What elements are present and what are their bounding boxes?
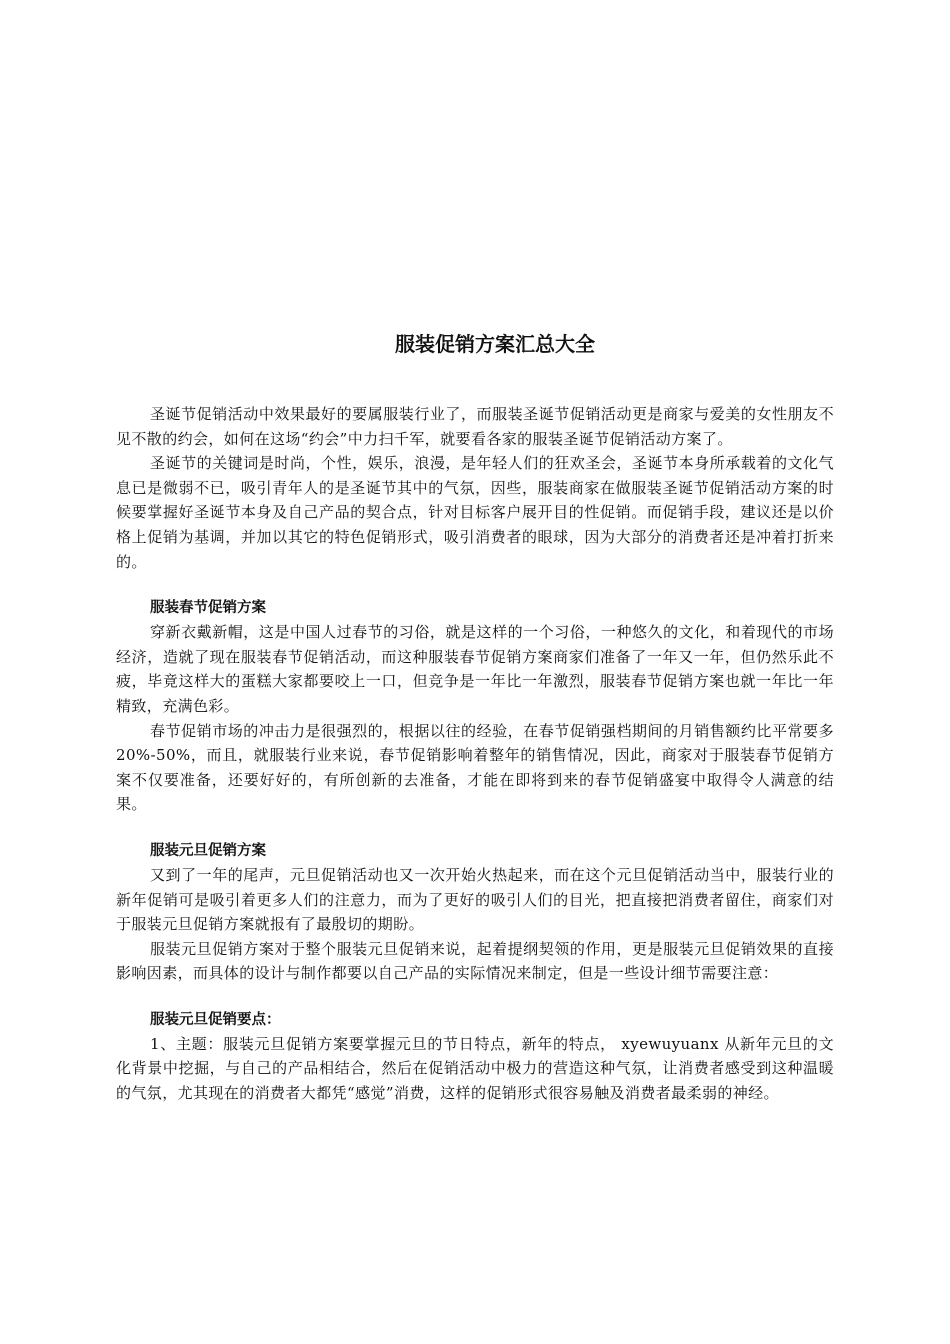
section-paragraph: 1、主题：服装元旦促销方案要掌握元旦的节日特点，新年的特点， xyewuyuanx 从新年元旦的文化背景中挖掘，与自己的产品相结合，然后在促销活动中极力的营造这种气氛，让消费者感受到这种温暖的气氛，尤其现在的消费者大都凭“感觉”消费，这样的促销形式很容易触及消费者最柔弱的神经。: [116, 1034, 834, 1103]
intro-block: [116, 402, 834, 574]
document-title: 服装促销方案汇总大全: [395, 332, 595, 356]
section-new-year: [116, 839, 834, 986]
document-page: [116, 328, 834, 1106]
section-paragraph: 服装元旦促销方案对于整个服装元旦促销来说，起着提纲契领的作用，更是服装元旦促销效果的直接影响因素，而具体的设计与制作都要以自己产品的实际情况来制定，但是一些设计细节需要注意：: [116, 939, 834, 983]
section-paragraph: 穿新衣戴新帽，这是中国人过春节的习俗，就是这样的一个习俗，一种悠久的文化，和着现代的市场经济，造就了现在服装春节促销活动，而这种服装春节促销方案商家们准备了一年又一年，但仍然乐此不疲，毕竟这样大的蛋糕大家都要咬上一口，但竞争是一年比一年激烈，服装春节促销方案也就一年比一年精致，充满色彩。: [116, 623, 834, 715]
section-paragraph: 春节促销市场的冲击力是很强烈的，根据以往的经验，在春节促销强档期间的月销售额约比平常要多20%-50%，而且，就服装行业来说，春节促销影响着整年的销售情况，因此，商家对于服装春节促销方案不仅要准备，还要好好的，有所创新的去准备，才能在即将到来的春节促销盛宴中取得令人满意的结果。: [116, 721, 834, 814]
intro-paragraph: 圣诞节的关键词是时尚，个性，娱乐，浪漫，是年轻人们的狂欢圣会，圣诞节本身所承载着的文化气息已是微弱不已，吸引青年人的是圣诞节其中的气氛，因些，服装商家在做服装圣诞节促销活动方案的时候要掌握好圣诞节本身及自己产品的契合点，针对目标客户展开目的性促销。而促销手段，建议还是以价格上促销为基调，并加以其它的特色促销形式，吸引消费者的眼球，因为大部分的消费者还是冲着打折来的。: [116, 454, 834, 571]
intro-paragraph: 圣诞节促销活动中效果最好的要属服装行业了，而服装圣诞节促销活动更是商家与爱美的女性朋友不见不散的约会，如何在这场“约会”中力扫千军，就要看各家的服装圣诞节促销活动方案了。: [116, 405, 834, 448]
section-new-year-key-points: [116, 1008, 834, 1106]
section-heading: 服装元旦促销方案: [150, 842, 266, 859]
section-heading: 服装春节促销方案: [150, 600, 266, 617]
section-spring-festival: [116, 596, 834, 817]
section-paragraph: 又到了一年的尾声，元旦促销活动也又一次开始火热起来，而在这个元旦促销活动当中，服装行业的新年促销可是吸引着更多人们的注意力，而为了更好的吸引人们的目光，把直接把消费者留住，商家们对于服装元旦促销方案就报有了最殷切的期盼。: [116, 865, 834, 934]
section-heading: 服装元旦促销要点：: [150, 1011, 281, 1028]
